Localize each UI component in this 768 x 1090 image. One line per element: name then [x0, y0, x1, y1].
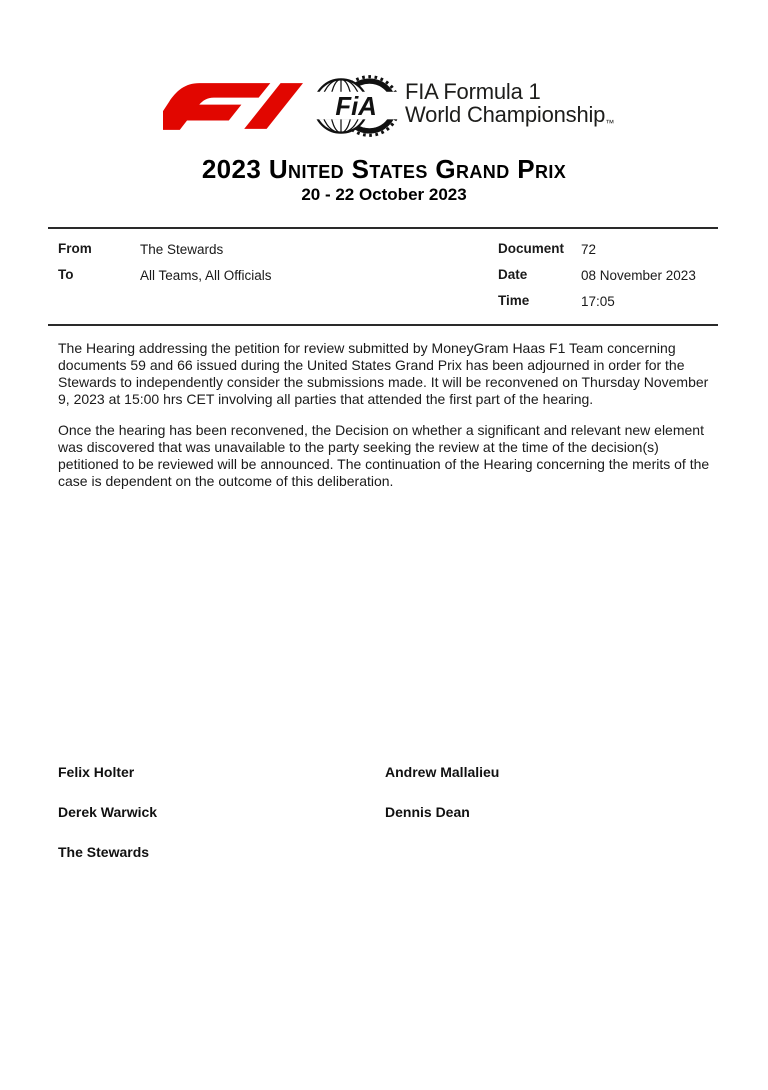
from-value: The Stewards: [140, 242, 224, 257]
to-value: All Teams, All Officials: [140, 268, 272, 283]
brand-wordmark: [405, 80, 614, 131]
time-value: 17:05: [581, 294, 615, 309]
divider-top: [48, 227, 718, 229]
fia-logo-icon: [311, 74, 403, 138]
from-label: From: [58, 241, 92, 256]
fia-letters: FiA: [335, 92, 377, 121]
document-label: Document: [498, 241, 565, 256]
event-title: 2023 United States Grand Prix: [201, 154, 567, 184]
divider-bottom: [48, 324, 718, 326]
event-dates: 20 - 22 October 2023: [301, 185, 467, 204]
time-label: Time: [498, 293, 530, 308]
trademark-symbol: ™: [605, 118, 615, 128]
brand-line2: World Championship™: [405, 102, 615, 128]
to-label: To: [58, 267, 74, 282]
date-value: 08 November 2023: [581, 268, 696, 283]
body-paragraph-1: The Hearing addressing the petition for review submitted by MoneyGram Haas F1 Team concerning documents 59 and 66 issued during the United States Grand Prix has been adjourned in order for the Stewards to independently consider the submissions made. It will be reconvened on Thursday November 9, 2023 at 15:00 hrs CET involving all parties that attended the first part of the hearing.: [58, 340, 709, 407]
signature-footer: The Stewards: [58, 844, 150, 860]
brand-line1: FIA Formula 1: [405, 79, 541, 104]
signature-steward-4: Dennis Dean: [385, 804, 470, 820]
body-paragraph-2: Once the hearing has been reconvened, the Decision on whether a significant and relevant new element was discovered that was unavailable to the party seeking the review at the time of the decision(s) petitioned to be reviewed will be announced. The continuation of the Hearing concerning the merits of the case is dependent on the outcome of this deliberation.: [58, 422, 710, 489]
signature-steward-3: Derek Warwick: [58, 804, 158, 820]
f1-logo-icon: [163, 83, 303, 130]
signature-steward-2: Andrew Mallalieu: [385, 764, 500, 780]
date-label: Date: [498, 267, 528, 282]
signature-steward-1: Felix Holter: [58, 764, 135, 780]
document-value: 72: [581, 242, 597, 257]
